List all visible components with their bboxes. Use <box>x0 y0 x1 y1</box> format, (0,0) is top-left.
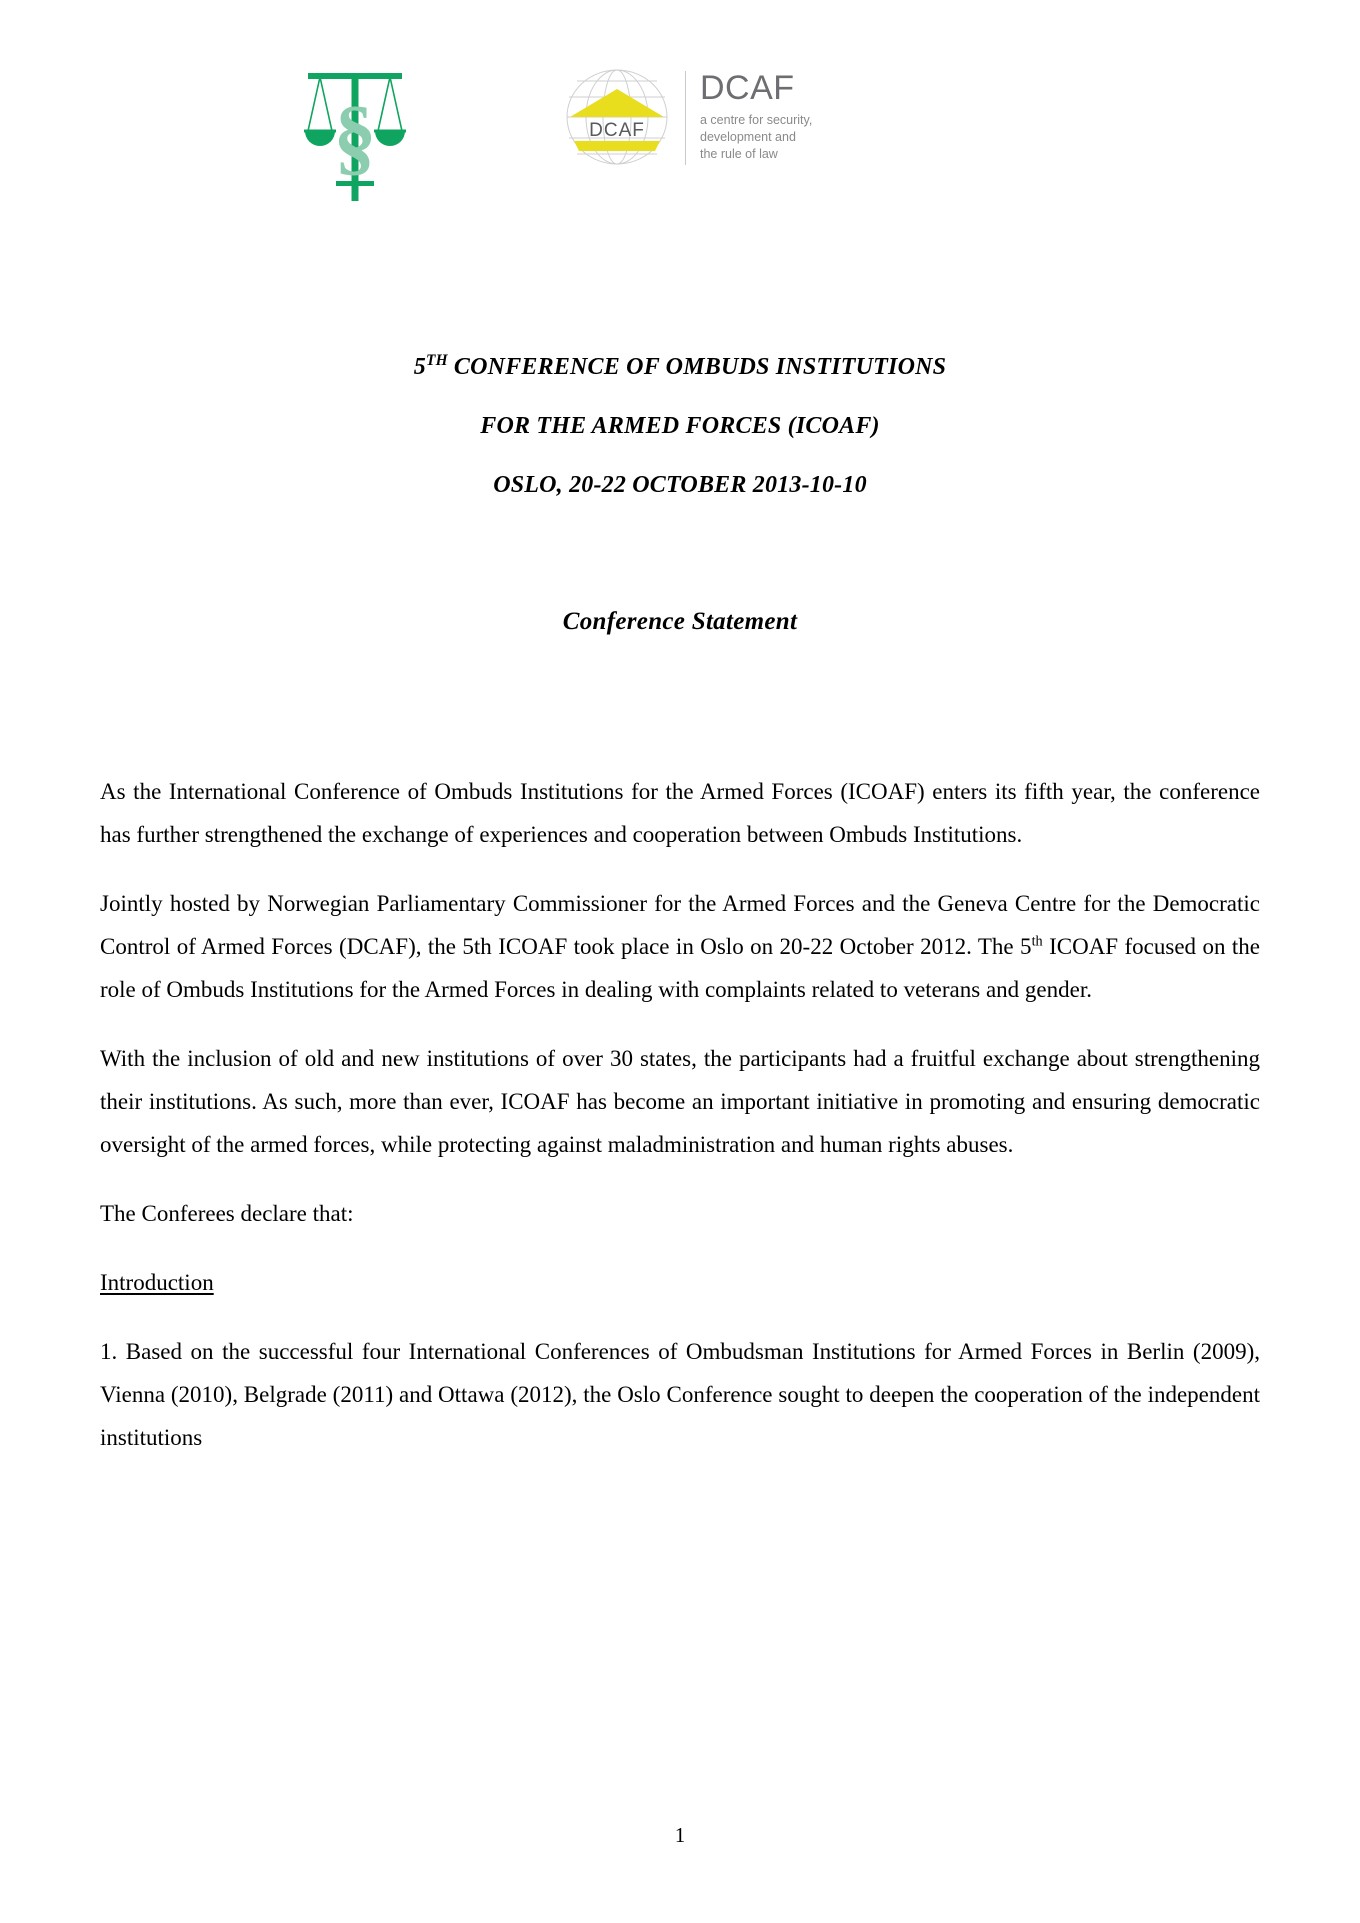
page-number: 1 <box>674 1823 686 1847</box>
body-paragraph-2 <box>100 882 1260 1011</box>
dcaf-globe-emblem-icon <box>560 65 675 170</box>
title-line-3: OSLO, 20-22 OCTOBER 2013-10-10 <box>493 472 867 498</box>
conference-title-block <box>100 352 1260 532</box>
svg-text:DCAF: DCAF <box>589 120 645 141</box>
dcaf-tagline-line-1: a centre for security, <box>700 113 813 127</box>
title-line-1-ordinal-suffix: TH <box>425 352 448 369</box>
body-paragraph-4: The Conferees declare that: <box>100 1201 354 1226</box>
ombudsman-scales-logo-icon <box>300 63 410 203</box>
title-line-2: FOR THE ARMED FORCES (ICOAF) <box>480 413 880 439</box>
body-paragraph-2-part-1: Jointly hosted by Norwegian Parliamentary Commissioner for the Armed Forces and the Geneva Centre for the Democratic Control of Armed Forces (DCAF), the 5th ICOAF took place in Oslo on 20-22 October 2012. The 5 <box>100 891 1260 959</box>
body-paragraph-2-ordinal-suffix: th <box>1031 933 1043 950</box>
page-title: Conference Statement <box>562 608 798 635</box>
title-line-1 <box>100 352 1260 380</box>
body-paragraph-5: 1. Based on the successful four International Conferences of Ombudsman Institutions for Armed Forces in Berlin (2009), Vienna (2010), Belgrade (2011) and Ottawa (2012), the Oslo Conference sought to deepen the cooperation of the independent institutions <box>100 1339 1260 1450</box>
body-paragraph-2-part-2: ICOAF focused on the role of Ombuds Institutions for the Armed Forces in dealing with complaints related to veterans and gender. <box>100 934 1260 1002</box>
dcaf-tagline-line-2: development and <box>700 129 796 144</box>
dcaf-logo-divider <box>685 71 686 165</box>
dcaf-wordmark: DCAF <box>700 69 795 107</box>
body-paragraph-1: As the International Conference of Ombuds Institutions for the Armed Forces (ICOAF) enters its fifth year, the conference has further strengthened the exchange of experiences and cooperation between Ombuds Institutions. <box>100 779 1260 847</box>
section-heading-introduction: Introduction <box>100 1270 214 1295</box>
logo-row <box>0 55 1360 200</box>
body-paragraph-3: With the inclusion of old and new institutions of over 30 states, the participants had a fruitful exchange about strengthening their institutions. As such, more than ever, ICOAF has become an important initiative in promoting and ensuring democratic oversight of the armed forces, while protecting against maladministration and human rights abuses. <box>100 1046 1260 1157</box>
title-line-1-rest: CONFERENCE OF OMBUDS INSTITUTIONS <box>447 354 947 380</box>
dcaf-tagline <box>700 112 980 163</box>
document-body <box>100 770 1260 1485</box>
dcaf-text-block <box>700 65 980 163</box>
title-line-1-prefix: 5 <box>413 354 426 380</box>
dcaf-tagline-line-3: the rule of law <box>700 146 778 161</box>
svg-text:§: § <box>333 88 377 184</box>
dcaf-logo <box>560 65 980 175</box>
